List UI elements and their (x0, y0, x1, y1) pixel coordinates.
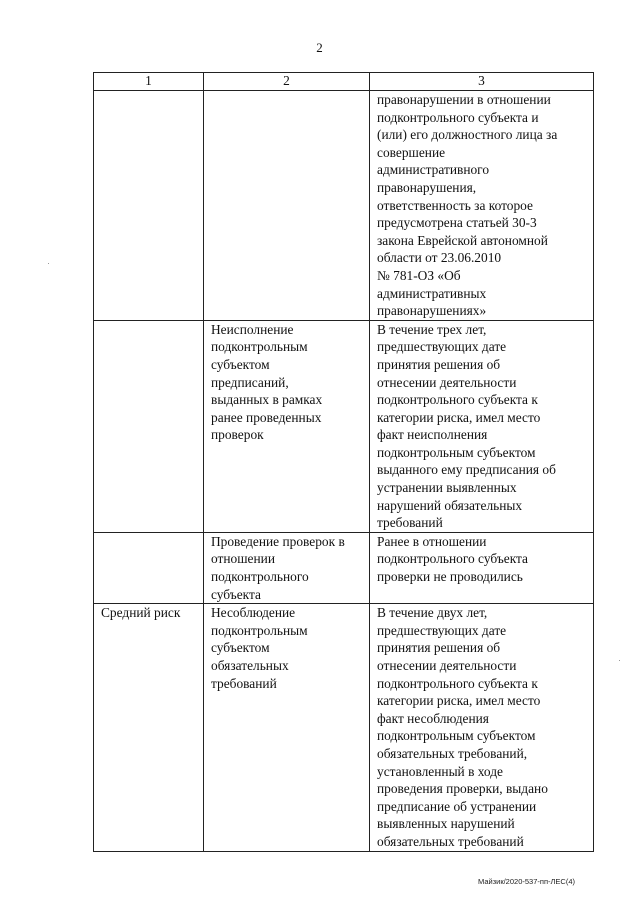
table-row (94, 604, 594, 851)
cell-text: В течение трех лет, предшествующих дате принятия решения об отнесении деятельности подконтрольного субъекта к категории риска, имел место факт неисполнения подконтрольным субъектом выданного ему предписания об устранении выявленных нарушений обязательных требований (377, 321, 556, 531)
criterion-cell (204, 532, 370, 603)
page-number: 2 (316, 40, 323, 55)
criterion-cell (204, 320, 370, 532)
table-row (94, 532, 594, 603)
scan-speck (48, 263, 49, 264)
criterion-cell (204, 604, 370, 851)
criterion-description-cell (370, 91, 594, 321)
risk-category-cell (94, 532, 204, 603)
table-header-row (94, 73, 594, 91)
risk-category-cell (94, 91, 204, 321)
risk-category-cell (94, 320, 204, 532)
criterion-description-cell (370, 604, 594, 851)
risk-criteria-table (93, 72, 594, 852)
cell-text: Средний риск (101, 605, 181, 621)
table-row (94, 91, 594, 321)
table-row (94, 320, 594, 532)
column-header-2: 2 (204, 73, 370, 91)
cell-text: правонарушении в отношении подконтрольного субъекта и (или) его должностного лица за совершение административного правонарушения, ответственность за которое предусмотрена статьей 30-3 закона Еврейской автономной области от 23.06.2010 № 781-ОЗ «Об административных правонарушениях» (377, 92, 558, 319)
scan-speck (619, 660, 620, 661)
column-header-3: 3 (370, 73, 594, 91)
cell-text: Несоблюдение подконтрольным субъектом обязательных требований (211, 605, 308, 691)
cell-text: Неисполнение подконтрольным субъектом предписаний, выданных в рамках ранее проведенных проверок (211, 321, 323, 443)
risk-category-cell (94, 604, 204, 851)
cell-text: В течение двух лет, предшествующих дате принятия решения об отнесении деятельности подконтрольного субъекта к категории риска, имел место факт несоблюдения подконтрольным субъектом обязательных требований, установленный в ходе проведения проверки, выдано предписание об устранении выявленных нарушений обязательных требований (377, 605, 548, 849)
cell-text: Ранее в отношении подконтрольного субъекта проверки не проводились (377, 533, 528, 585)
document-reference-code: Майзик/2020-537-пп-ЛЕС(4) (478, 877, 576, 886)
column-header-1: 1 (94, 73, 204, 91)
criterion-description-cell (370, 320, 594, 532)
criterion-cell (204, 91, 370, 321)
criterion-description-cell (370, 532, 594, 603)
cell-text: Проведение проверок в отношении подконтрольного субъекта (211, 533, 345, 602)
